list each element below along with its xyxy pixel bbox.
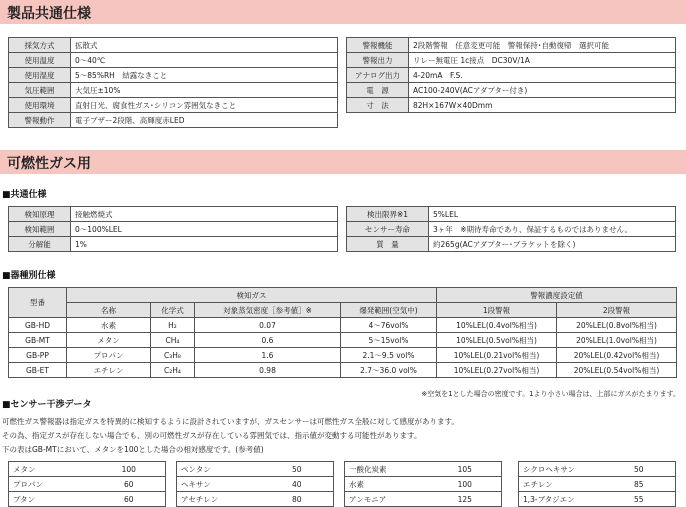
spec-label: 使用環境 bbox=[9, 98, 71, 113]
table-row bbox=[9, 363, 677, 378]
relative-sensitivity: 50 bbox=[261, 462, 334, 477]
spec-row bbox=[9, 207, 338, 222]
common-spec-right-table bbox=[346, 37, 676, 113]
sensitivity-table bbox=[344, 461, 502, 507]
model-cell-s1: 10%LEL(0.4vol%相当) bbox=[437, 318, 557, 333]
spec-value: 直射日光、腐食性ガス･シリコン雰囲気なきこと bbox=[71, 98, 338, 113]
list-item bbox=[345, 462, 502, 477]
model-cell-name: 水素 bbox=[67, 318, 151, 333]
spec-row bbox=[9, 68, 338, 83]
spec-label: 使用温度 bbox=[9, 53, 71, 68]
spec-row bbox=[9, 98, 338, 113]
spec-label: 使用湿度 bbox=[9, 68, 71, 83]
relative-sensitivity: 80 bbox=[261, 492, 334, 507]
model-cell-model: GB-ET bbox=[9, 363, 67, 378]
gas-name: シクロヘキサン bbox=[519, 462, 603, 477]
gas-name: 一酸化炭素 bbox=[345, 462, 429, 477]
model-cell-range: 2.1〜9.5 vol% bbox=[341, 348, 437, 363]
spec-value: 1% bbox=[71, 237, 338, 252]
header-formula: 化学式 bbox=[151, 303, 195, 318]
relative-sensitivity: 55 bbox=[603, 492, 676, 507]
model-cell-range: 4〜76vol% bbox=[341, 318, 437, 333]
model-cell-s1: 10%LEL(0.21vol%相当) bbox=[437, 348, 557, 363]
spec-row bbox=[347, 68, 676, 83]
spec-label: 検知範囲 bbox=[9, 222, 71, 237]
spec-row bbox=[347, 38, 676, 53]
spec-value: 約265g(ACアダプター･ブラケットを除く) bbox=[429, 237, 676, 252]
model-cell-s1: 10%LEL(0.5vol%相当) bbox=[437, 333, 557, 348]
spec-value: 0〜100%LEL bbox=[71, 222, 338, 237]
paragraph-2: その為、指定ガスが存在しない場合でも、別の可燃性ガスが存在している雰囲気では、指示値が変動する可能性があります。 bbox=[2, 431, 422, 440]
spec-value: 4-20mA F.S. bbox=[409, 68, 676, 83]
relative-sensitivity: 50 bbox=[603, 462, 676, 477]
gas-common-right-table bbox=[346, 206, 676, 252]
model-cell-s2: 20%LEL(0.8vol%相当) bbox=[557, 318, 677, 333]
gas-name: エチレン bbox=[519, 477, 603, 492]
subsection-common: ■共通仕様 bbox=[2, 190, 47, 200]
gas-name: ブタン bbox=[9, 492, 93, 507]
relative-sensitivity: 85 bbox=[603, 477, 676, 492]
section-band-combustible bbox=[0, 150, 686, 174]
relative-sensitivity: 125 bbox=[429, 492, 502, 507]
spec-row bbox=[347, 222, 676, 237]
model-cell-range: 2.7〜36.0 vol% bbox=[341, 363, 437, 378]
table-row bbox=[9, 318, 677, 333]
relative-sensitivity: 100 bbox=[93, 462, 166, 477]
spec-value: 0〜40℃ bbox=[71, 53, 338, 68]
density-note: ※空気を1とした場合の密度です。1より小さい場合は、上部にガスがたまります。 bbox=[421, 390, 680, 398]
header-model: 型番 bbox=[9, 288, 67, 318]
model-cell-name: メタン bbox=[67, 333, 151, 348]
spec-value: 大気圧±10% bbox=[71, 83, 338, 98]
subsection-by-model: ■器種別仕様 bbox=[2, 271, 56, 281]
list-item bbox=[9, 462, 166, 477]
spec-label: 検知原理 bbox=[9, 207, 71, 222]
spec-label: 電 源 bbox=[347, 83, 409, 98]
model-cell-s2: 20%LEL(0.42vol%相当) bbox=[557, 348, 677, 363]
list-item bbox=[519, 462, 676, 477]
list-item bbox=[9, 492, 166, 507]
spec-value: 電子ブザー2段階、高輝度赤LED bbox=[71, 113, 338, 128]
model-cell-formula: C₃H₈ bbox=[151, 348, 195, 363]
relative-sensitivity: 60 bbox=[93, 477, 166, 492]
spec-label: 気圧範囲 bbox=[9, 83, 71, 98]
spec-row bbox=[347, 207, 676, 222]
list-item bbox=[177, 462, 334, 477]
model-cell-model: GB-PP bbox=[9, 348, 67, 363]
subsection-interference: ■センサー干渉データ bbox=[2, 400, 92, 410]
list-item bbox=[9, 477, 166, 492]
paragraph-1: 可燃性ガス警報器は指定ガスを特異的に検知するように設計されていますが、ガスセンサーは可燃性ガス全般に対して感度があります。 bbox=[2, 417, 459, 426]
gas-name: プロパン bbox=[9, 477, 93, 492]
spec-row bbox=[9, 83, 338, 98]
paragraph-3: 下の表はGB-MTにおいて、メタンを100とした場合の相対感度です。(参考値) bbox=[2, 445, 264, 454]
header-name: 名称 bbox=[67, 303, 151, 318]
spec-row bbox=[9, 237, 338, 252]
gas-name: アセチレン bbox=[177, 492, 261, 507]
model-cell-model: GB-MT bbox=[9, 333, 67, 348]
spec-row bbox=[9, 38, 338, 53]
model-cell-density: 0.98 bbox=[195, 363, 341, 378]
header-explosion-range: 爆発範囲(空気中) bbox=[341, 303, 437, 318]
model-cell-model: GB-HD bbox=[9, 318, 67, 333]
model-cell-formula: H₂ bbox=[151, 318, 195, 333]
model-spec-table bbox=[8, 287, 677, 378]
model-cell-name: エチレン bbox=[67, 363, 151, 378]
list-item bbox=[177, 477, 334, 492]
gas-name: メタン bbox=[9, 462, 93, 477]
spec-row bbox=[347, 83, 676, 98]
spec-row bbox=[9, 53, 338, 68]
model-cell-s2: 20%LEL(0.54vol%相当) bbox=[557, 363, 677, 378]
list-item bbox=[519, 477, 676, 492]
spec-row bbox=[9, 113, 338, 128]
spec-value: 2段階警報 任意変更可能 警報保持･自動復帰 選択可能 bbox=[409, 38, 676, 53]
spec-value: AC100-240V(ACアダプター付き) bbox=[409, 83, 676, 98]
model-cell-s2: 20%LEL(1.0vol%相当) bbox=[557, 333, 677, 348]
spec-label: 警報出力 bbox=[347, 53, 409, 68]
list-item bbox=[519, 492, 676, 507]
table-row bbox=[9, 348, 677, 363]
spec-label: 警報機能 bbox=[347, 38, 409, 53]
spec-label: 警報動作 bbox=[9, 113, 71, 128]
header-stage2: 2段警報 bbox=[557, 303, 677, 318]
header-stage1: 1段警報 bbox=[437, 303, 557, 318]
spec-value: 3ヶ年 ※期待寿命であり、保証するものではありません。 bbox=[429, 222, 676, 237]
table-row bbox=[9, 333, 677, 348]
model-cell-formula: CH₄ bbox=[151, 333, 195, 348]
spec-row bbox=[9, 222, 338, 237]
spec-row bbox=[347, 98, 676, 113]
spec-label: 分解能 bbox=[9, 237, 71, 252]
sensitivity-table bbox=[176, 461, 334, 507]
spec-label: アナログ出力 bbox=[347, 68, 409, 83]
spec-label: 検出限界※1 bbox=[347, 207, 429, 222]
spec-label: 採気方式 bbox=[9, 38, 71, 53]
list-item bbox=[345, 477, 502, 492]
relative-sensitivity: 105 bbox=[429, 462, 502, 477]
relative-sensitivity: 100 bbox=[429, 477, 502, 492]
section-title-combustible: 可燃性ガス用 bbox=[7, 156, 91, 172]
spec-value: リレー無電圧 1c接点 DC30V/1A bbox=[409, 53, 676, 68]
list-item bbox=[345, 492, 502, 507]
sensitivity-table bbox=[8, 461, 166, 507]
header-alarm-setting: 警報濃度設定値 bbox=[437, 288, 677, 303]
gas-name: ペンタン bbox=[177, 462, 261, 477]
sensitivity-table bbox=[518, 461, 676, 507]
gas-name: 水素 bbox=[345, 477, 429, 492]
common-spec-left-table bbox=[8, 37, 338, 128]
model-cell-s1: 10%LEL(0.27vol%相当) bbox=[437, 363, 557, 378]
spec-value: 拡散式 bbox=[71, 38, 338, 53]
section-band-common bbox=[0, 0, 686, 24]
model-cell-density: 1.6 bbox=[195, 348, 341, 363]
spec-value: 82H×167W×40Dmm bbox=[409, 98, 676, 113]
gas-name: ヘキサン bbox=[177, 477, 261, 492]
gas-name: 1,3-ブタジエン bbox=[519, 492, 603, 507]
header-density: 対象蒸気密度［参考値］※ bbox=[195, 303, 341, 318]
header-detect-gas: 検知ガス bbox=[67, 288, 437, 303]
spec-value: 5%LEL bbox=[429, 207, 676, 222]
relative-sensitivity: 60 bbox=[93, 492, 166, 507]
relative-sensitivity: 40 bbox=[261, 477, 334, 492]
spec-row bbox=[347, 237, 676, 252]
spec-value: 接触燃焼式 bbox=[71, 207, 338, 222]
list-item bbox=[177, 492, 334, 507]
section-title-common-spec: 製品共通仕様 bbox=[7, 6, 91, 22]
model-cell-density: 0.07 bbox=[195, 318, 341, 333]
model-cell-density: 0.6 bbox=[195, 333, 341, 348]
gas-common-left-table bbox=[8, 206, 338, 252]
spec-label: センサー寿命 bbox=[347, 222, 429, 237]
model-cell-formula: C₂H₄ bbox=[151, 363, 195, 378]
spec-label: 質 量 bbox=[347, 237, 429, 252]
spec-row bbox=[347, 53, 676, 68]
gas-name: アンモニア bbox=[345, 492, 429, 507]
spec-label: 寸 法 bbox=[347, 98, 409, 113]
model-cell-range: 5〜15vol% bbox=[341, 333, 437, 348]
model-cell-name: プロパン bbox=[67, 348, 151, 363]
spec-value: 5〜85%RH 結露なきこと bbox=[71, 68, 338, 83]
